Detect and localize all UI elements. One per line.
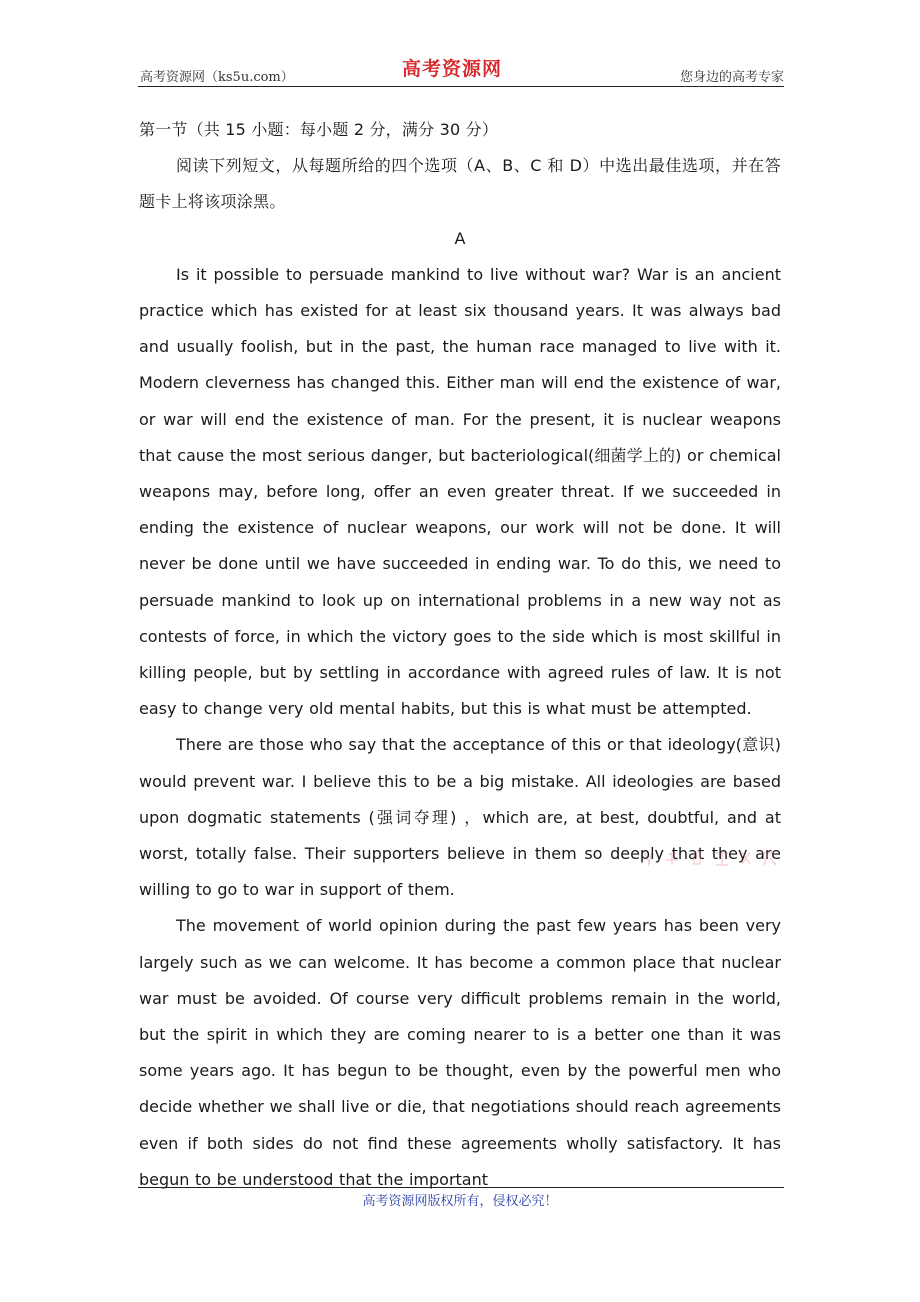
watermark-logo [638, 848, 780, 868]
passage-paragraph: The movement of world opinion during the past few years has been very largely such as we can welcome. It has become a common place that nuclear war must be avoided. Of course very difficult problems remain in the world, but the spirit in which they are coming nearer to is a better one than it was some years ago. It has begun to be thought, even by the powerful men who decide whether we shall live or die, that negotiations should reach agreements even if both sides do not find these agreements wholly satisfactory. It has begun to be understood that the important [139, 916, 781, 1189]
header-site-name: 高考资源网（ks5u.com） [140, 70, 294, 85]
header-slogan: 您身边的高考专家 [679, 70, 784, 85]
page-header [138, 52, 784, 87]
document-body [139, 112, 781, 1198]
header-logo: 高考资源网 [402, 58, 503, 80]
passage-paragraph: Is it possible to persuade mankind to live without war? War is an ancient practice which has existed for at least six thousand years. It was always bad and usually foolish, but in the past, the human race managed to live with it. Modern cleverness has changed this. Either man will end the existence of war, or war will end the existence of man. For the present, it is nuclear weapons that cause the most serious danger, but bacteriological(细菌学上的) or chemical weapons may, before long, offer an even greater threat. If we succeeded in ending the existence of nuclear weapons, our work will not be done. It will never be done until we have succeeded in ending war. To do this, we need to persuade mankind to look up on international problems in a new way not as contests of force, in which the victory goes to the side which is most skillful in killing people, but by settling in accordance with agreed rules of law. It is not easy to change very old mental habits, but this is what must be attempted. [139, 264, 781, 719]
section-instructions: 阅读下列短文，从每题所给的四个选项（A、B、C 和 D）中选出最佳选项，并在答题卡上将该项涂黑。 [139, 156, 781, 212]
passage-paragraph: There are those who say that the acceptance of this or that ideology(意识) would prevent war. I believe this to be a big mistake. All ideologies are based upon dogmatic statements (强词夺理) ，which are, at best, doubtful, and at worst, totally false. Their supporters believe in them so deeply that they are willing to go to war in support of them. [139, 735, 781, 900]
section-title: 第一节（共 15 小题：每小题 2 分，满分 30 分） [139, 120, 499, 139]
footer-divider [138, 1187, 784, 1188]
page-footer: 高考资源网版权所有，侵权必究！ [362, 1194, 558, 1209]
passage-label: A [454, 228, 466, 248]
